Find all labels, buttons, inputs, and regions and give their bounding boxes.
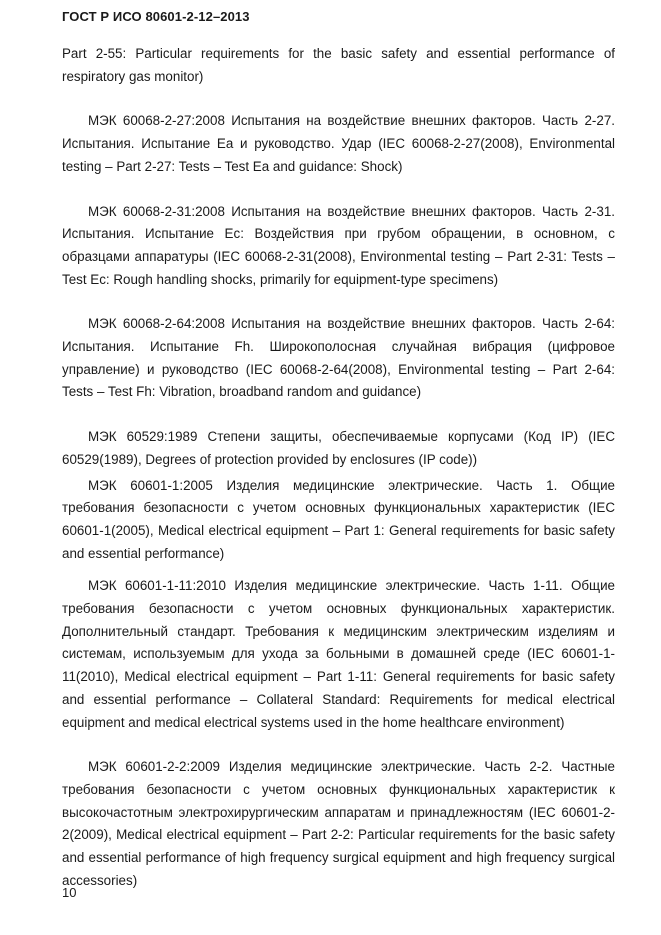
document-header: ГОСТ Р ИСО 80601-2-12–2013 (62, 9, 250, 24)
page-number: 10 (62, 885, 77, 900)
document-body (62, 43, 615, 893)
reference-iec-60601-2-2: МЭК 60601-2-2:2009 Изделия медицинские электрические. Часть 2-2. Частные требования безопасности с учетом основных функциональных характеристик к высокочастотным электрохирургическим аппаратам и принадлежностям (IEC 60601-2-2(2009), Medical electrical equipment – Part 2-2: Particular requirements for the basic safety and essential performance of high frequency surgical equipment and high frequency surgical accessories) (62, 759, 615, 888)
reference-iec-60601-1-11: МЭК 60601-1-11:2010 Изделия медицинские электрические. Часть 1-11. Общие требования безопасности с учетом основных функциональных характеристик. Дополнительный стандарт. Требования к медицинским электрическим изделиям и системам, используемым для ухода за больными в домашней среде (IEC 60601-1-11(2010), Medical electrical equipment – Part 1-11: General requirements for basic safety and essential performance – Collateral Standard: Requirements for medical electrical equipment and medical electrical systems used in the home healthcare environment) (62, 578, 615, 730)
reference-iec-60529: МЭК 60529:1989 Степени защиты, обеспечиваемые корпусами (Код IP) (IEC 60529(1989), Degrees of protection provided by enclosures (IP code)) (62, 429, 615, 467)
reference-iec-60068-2-27: МЭК 60068-2-27:2008 Испытания на воздействие внешних факторов. Часть 2-27. Испытания. Испытание Ea и руководство. Удар (IEC 60068-2-27(2008), Environmental testing – Part 2-27: Tests – Test Ea and guidance: Shock) (62, 113, 615, 174)
reference-iec-60068-2-31: МЭК 60068-2-31:2008 Испытания на воздействие внешних факторов. Часть 2-31. Испытания. Испытание Ec: Воздействия при грубом обращении, в основном, с образцами аппаратуры (IEC 60068-2-31(2008), Environmental testing – Part 2-31: Tests – Test Ec: Rough handling shocks, primarily for equipment-type specimens) (62, 203, 615, 287)
reference-iec-60601-1: МЭК 60601-1:2005 Изделия медицинские электрические. Часть 1. Общие требования безопасности с учетом основных функциональных характеристик (IEC 60601-1(2005), Medical electrical equipment – Part 1: General requirements for basic safety and essential performance) (62, 477, 615, 561)
paragraph-continuation: Part 2-55: Particular requirements for the basic safety and essential performance of respiratory gas monitor) (62, 46, 615, 84)
reference-iec-60068-2-64: МЭК 60068-2-64:2008 Испытания на воздействие внешних факторов. Часть 2-64: Испытания. Испытание Fh. Широкополосная случайная вибрация (цифровое управление) и руководство (IEC 60068-2-64(2008), Environmental testing – Part 2-64: Tests – Test Fh: Vibration, broadband random and guidance) (62, 316, 615, 400)
